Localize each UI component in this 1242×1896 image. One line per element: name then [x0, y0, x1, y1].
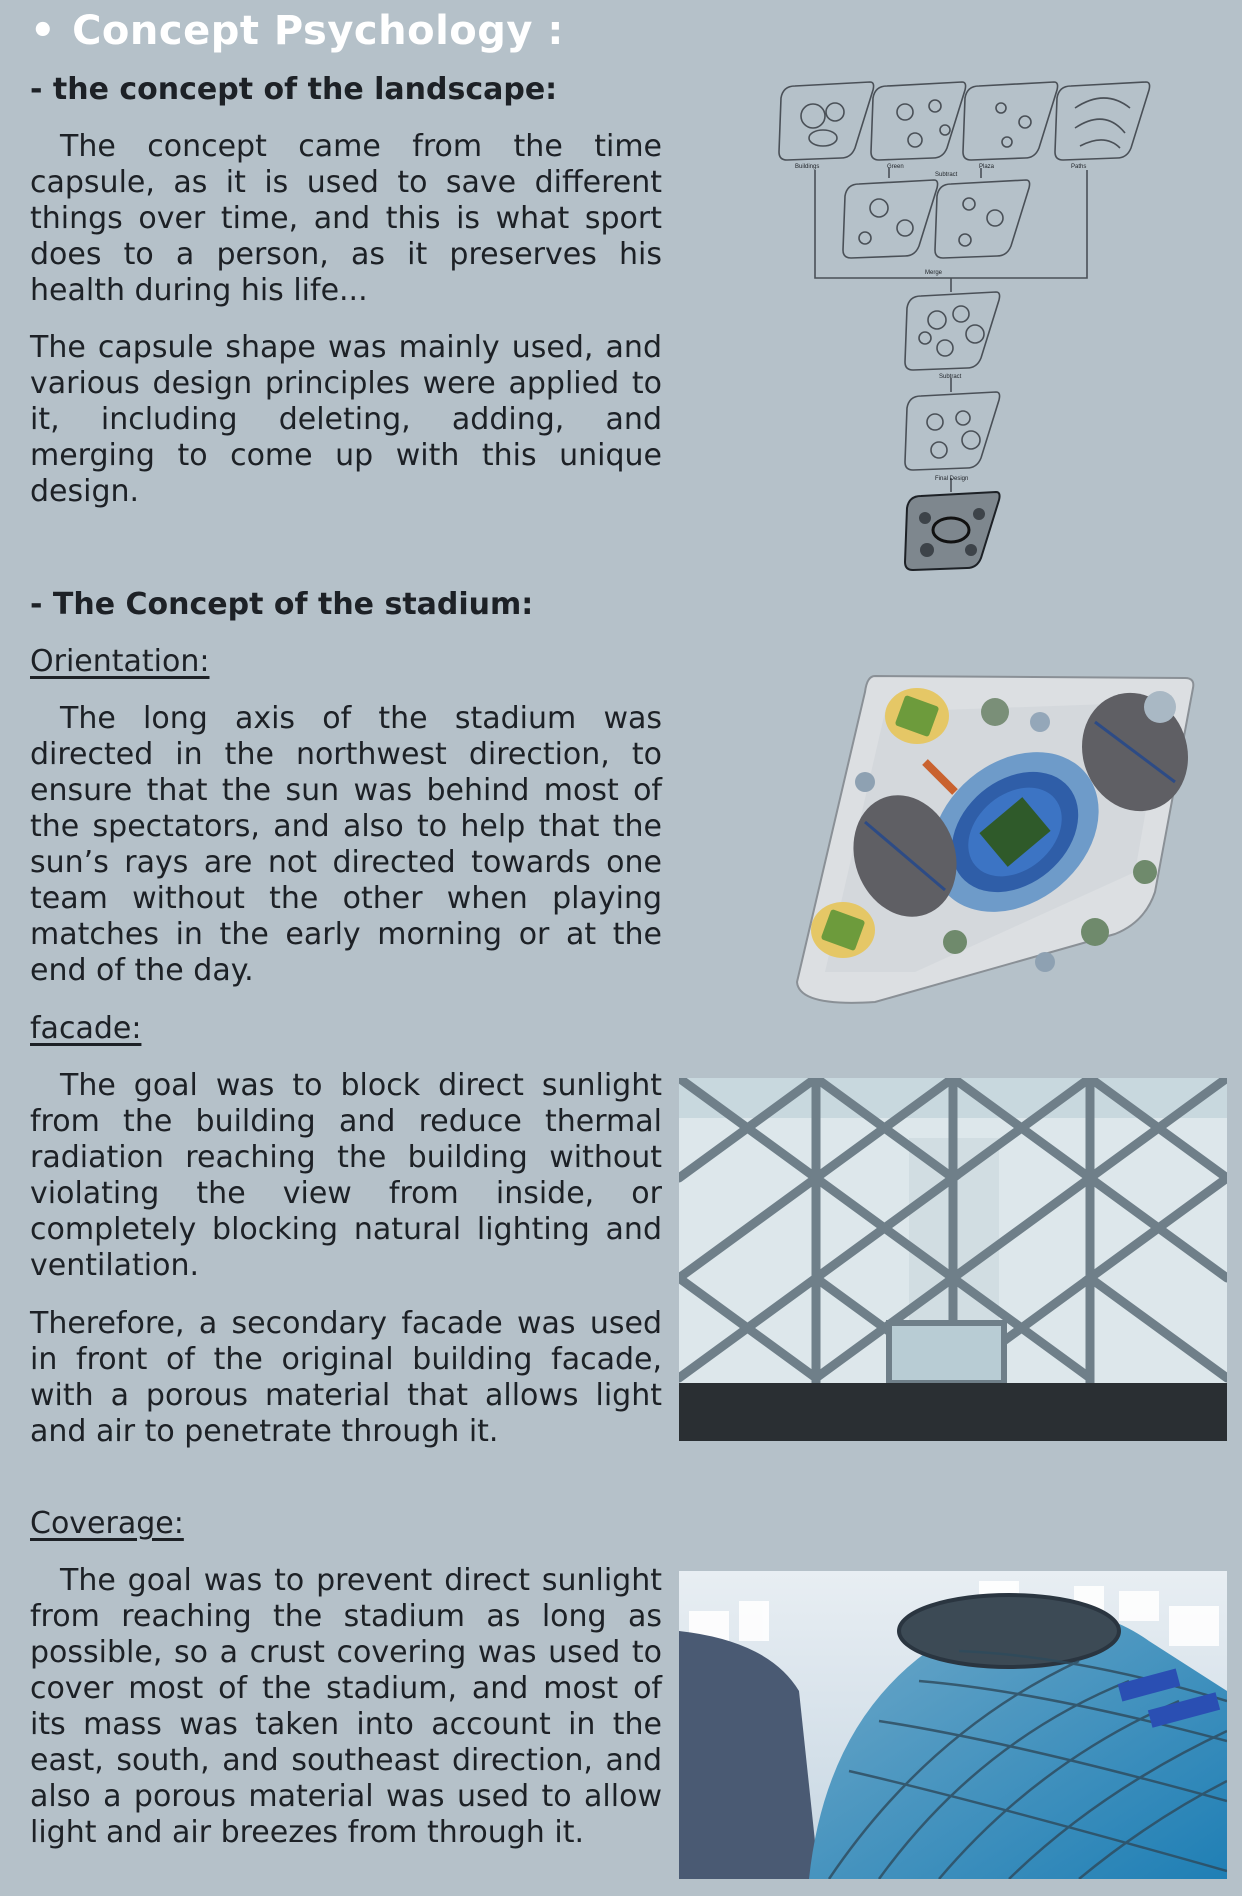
capsule-shape-subtract-a	[843, 180, 938, 258]
landscape-heading: - the concept of the landscape:	[30, 72, 558, 107]
diagram-label-green: Green	[887, 164, 904, 170]
stadium-site-plan	[795, 672, 1200, 1007]
title-bullet: •	[30, 8, 57, 54]
diagram-label-subtract-2: Subtract	[939, 374, 962, 380]
facade-label: facade:	[30, 1011, 142, 1046]
coverage-render	[679, 1571, 1227, 1879]
capsule-shape-subtract-b	[935, 180, 1030, 258]
capsule-shape-buildings	[779, 82, 874, 160]
facade-paragraph-1: The goal was to block direct sunlight from the building and reduce thermal radiation reaching the building without violating the view from inside, or completely blocking natural lighting and ventilation.	[30, 1068, 662, 1283]
diagram-label-merge: Merge	[925, 270, 943, 276]
page-title	[30, 8, 564, 54]
landscape-concept-diagram	[775, 78, 1155, 573]
final-design-shape	[905, 492, 1000, 570]
coverage-label: Coverage:	[30, 1506, 184, 1541]
stadium-heading: - The Concept of the stadium:	[30, 587, 534, 622]
facade-paragraph-2: Therefore, a secondary facade was used in front of the original building facade, with a porous material that allows light and air to penetrate through it.	[30, 1306, 662, 1449]
coverage-paragraph: The goal was to prevent direct sunlight from reaching the stadium as long as possible, so a crust covering was used to cover most of the stadium, and most of its mass was taken into account in the east, south, and southeast direction, and also a porous material was used to allow light and air breezes from through it.	[30, 1563, 662, 1850]
facade-svg	[679, 1078, 1227, 1441]
coverage-svg	[679, 1571, 1227, 1879]
orientation-label: Orientation:	[30, 644, 210, 679]
capsule-shape-paths	[1055, 82, 1150, 160]
capsule-shape-merge	[905, 292, 1000, 370]
title-text: Concept Psychology :	[72, 8, 564, 54]
landscape-paragraph-2: The capsule shape was mainly used, and various design principles were applied to it, including deleting, adding, and merging to come up with this unique design.	[30, 330, 662, 509]
diagram-label-buildings: Buildings	[795, 164, 820, 170]
capsule-shape-plaza	[963, 82, 1058, 160]
diagram-label-paths: Paths	[1071, 164, 1087, 170]
diagram-label-plaza: Plaza	[979, 164, 995, 170]
site-plan-svg	[795, 672, 1200, 1007]
capsule-shape-green	[871, 82, 966, 160]
capsule-shape-subtract-final	[905, 392, 1000, 470]
landscape-paragraph-1: The concept came from the time capsule, as it is used to save different things over time, and this is what sport does to a person, as it preserves his health during his life...	[30, 129, 662, 308]
facade-render	[679, 1078, 1227, 1441]
diagram-label-subtract: Subtract	[935, 172, 958, 178]
diagram-label-final: Final Design	[935, 476, 969, 482]
orientation-paragraph: The long axis of the stadium was directed in the northwest direction, to ensure that the sun was behind most of the spectators, and also to help that the sun’s rays are not directed towards one team without the other when playing matches in the early morning or at the end of the day.	[30, 701, 662, 988]
diagram-svg	[775, 78, 1155, 573]
